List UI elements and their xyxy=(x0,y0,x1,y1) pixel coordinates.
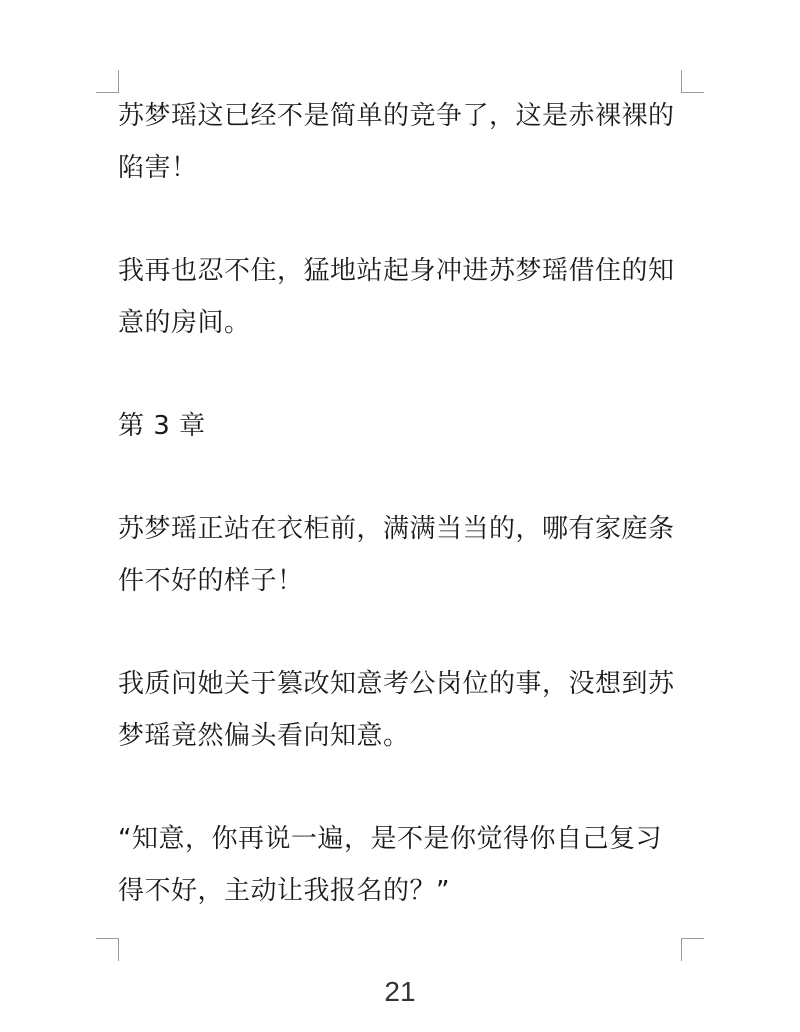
paragraph: 我质问她关于篡改知意考公岗位的事，没想到苏梦瑶竟然偏头看向知意。 xyxy=(118,669,675,751)
paragraph: 苏梦瑶正站在衣柜前，满满当当的，哪有家庭条件不好的样子！ xyxy=(118,514,675,596)
crop-mark-bottom-right xyxy=(681,938,704,961)
paragraph: “知意，你再说一遍，是不是你觉得你自己复习得不好，主动让我报名的？” xyxy=(118,824,662,906)
crop-mark-top-left xyxy=(96,70,119,93)
page-content xyxy=(118,90,688,917)
chapter-heading: 第 3 章 xyxy=(118,411,206,441)
page-number: 21 xyxy=(384,976,416,1007)
paragraph: 我再也忍不住，猛地站起身冲进苏梦瑶借住的知意的房间。 xyxy=(118,256,675,338)
crop-mark-bottom-left xyxy=(96,938,119,961)
paragraph: 苏梦瑶这已经不是简单的竞争了，这是赤裸裸的陷害！ xyxy=(118,101,675,183)
